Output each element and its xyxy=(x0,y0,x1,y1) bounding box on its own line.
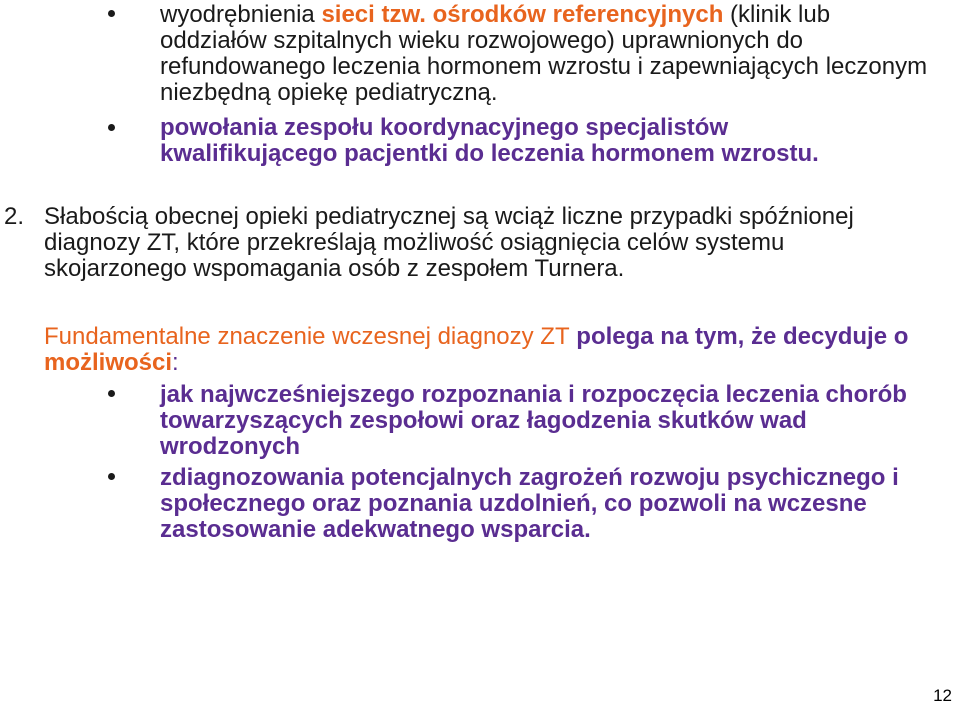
bullet-text: wyodrębnienia xyxy=(160,1,322,28)
fundamental-orange-b: możliwości xyxy=(44,349,173,376)
bullet-text: zdiagnozowania potencjalnych zagrożeń rozwoju psychicznego i społecznego oraz poznania uzdolnień, co pozwoli na wczesne zastosowanie adekwatnego wsparcia. xyxy=(160,464,899,543)
referral-network-highlight: sieci tzw. ośrodków referencyjnych xyxy=(321,1,724,28)
bullet-item-comorbidities xyxy=(160,382,940,460)
fundamental-orange-a: Fundamentalne znaczenie wczesnej diagnozy ZT xyxy=(44,323,570,350)
bullet-dot xyxy=(108,10,115,17)
bullet-item-coordination-team xyxy=(160,115,880,167)
page-number: 12 xyxy=(933,686,952,705)
bullet-dot xyxy=(108,390,115,397)
fundamental-purple-b: : xyxy=(172,349,179,376)
fundamental-purple-a: polega na tym, że decyduje o xyxy=(569,323,909,350)
point-2-text: Słabością obecnej opieki pediatrycznej są wciąż liczne przypadki spóźnionej diagnozy ZT, które przekreślają możliwość osiągnięcia celów systemu skojarzonego wspomagania osób z zespołem Turnera. xyxy=(44,203,854,282)
bullet-item-referral-network xyxy=(160,2,940,106)
bullet-dot xyxy=(108,124,115,131)
fundamental-paragraph xyxy=(44,324,924,376)
bullet-text: jak najwcześniejszego rozpoznania i rozpoczęcia leczenia chorób towarzyszących zespołowi oraz łagodzenia skutków wad wrodzonych xyxy=(160,381,907,460)
bullet-dot xyxy=(108,473,115,480)
bullet-item-development-risks xyxy=(160,465,900,543)
point-2-paragraph xyxy=(44,204,924,282)
bullet-text: powołania zespołu koordynacyjnego specjalistów kwalifikującego pacjentki do leczenia hormonem wzrostu. xyxy=(160,114,819,167)
point-number: 2. xyxy=(4,203,25,230)
bullet-text-continued: (klinik lub oddziałów szpitalnych wieku rozwojowego) uprawnionych do refundowanego leczenia hormonem wzrostu i zapewniających leczonym niezbędną opiekę pediatryczną. xyxy=(160,1,928,106)
